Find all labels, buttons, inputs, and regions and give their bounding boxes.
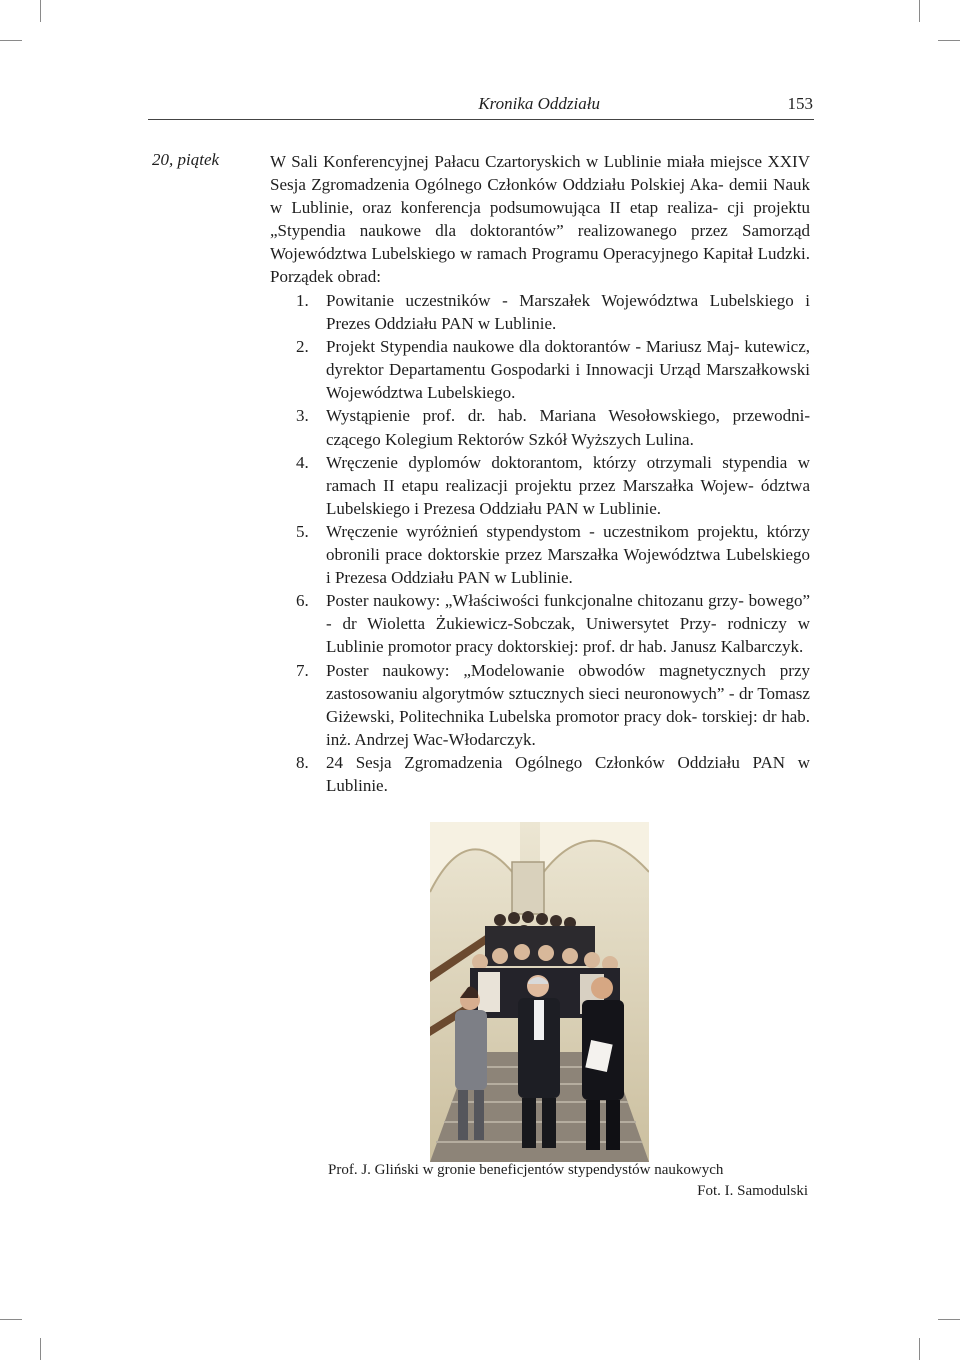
agenda-item <box>296 659 810 751</box>
crop-mark <box>0 1319 22 1320</box>
photo-credit: Fot. I. Samodulski <box>697 1183 808 1199</box>
agenda-item-number: 4. <box>296 452 309 472</box>
text-line: Wręczenie dyplomów doktorantom, którzy otrzymali stypendia <box>326 452 788 472</box>
crop-mark <box>40 0 41 22</box>
text-line: w Lublinie. <box>326 752 811 795</box>
text-line: Prezes Oddziału PAN w Lublinie. <box>326 314 557 334</box>
text-line: Samorząd Województwa Lubelskiego w ramach Programu Operacyjnego <box>270 221 811 264</box>
agenda-item <box>296 289 810 335</box>
text-line: ództwa Lubelskiego i Prezesa Oddziału PAN w Lublinie. <box>326 475 810 518</box>
crop-mark <box>938 40 960 41</box>
agenda-item <box>296 404 810 450</box>
text-line: Janusz Kalbarczyk. <box>671 637 804 657</box>
agenda-item-number: 8. <box>296 752 309 772</box>
agenda-item <box>296 520 810 589</box>
text-line: 24 Sesja Zgromadzenia Ogólnego Członków Oddziału PAN <box>326 752 786 772</box>
text-line: Wystąpienie prof. dr. hab. Mariana Wesołowskiego, przewodni- <box>326 406 810 426</box>
agenda-item-number: 2. <box>296 337 309 357</box>
crop-mark <box>0 40 22 41</box>
agenda-item <box>296 589 810 658</box>
crop-mark <box>40 1338 41 1360</box>
text-line: kutewicz, dyrektor Departamentu Gospodarki i Innowacji Urząd <box>326 337 811 380</box>
text-line: Lubelskiego i Prezesa Oddziału PAN w Lublinie. <box>326 545 810 588</box>
crop-mark <box>919 0 920 22</box>
agenda-item <box>296 451 810 520</box>
agenda-list <box>296 289 810 797</box>
crop-mark <box>919 1338 920 1360</box>
header-rule <box>148 119 814 120</box>
text-line: Powitanie uczestników - Marszałek Województwa Lubelskiego i <box>326 291 810 310</box>
agenda-item <box>296 335 810 404</box>
entry-date: 20, piątek <box>152 150 220 169</box>
agenda-item-number: 7. <box>296 660 309 680</box>
text-line: Poster naukowy: „Modelowanie obwodów magnetycznych przy <box>326 660 810 680</box>
text-line: którzy obronili prace doktorskie przez Marszałka Województwa <box>326 521 811 565</box>
text-line: czącego Kolegium Rektorów Szkół Wyższych Lulina. <box>326 429 694 449</box>
text-line: demii Nauk w Lublinie, oraz konferencja podsumowująca II etap realiza- <box>270 175 810 218</box>
text-line: XXIV Sesja Zgromadzenia Ogólnego Członków Oddziału Polskiej Aka- <box>270 152 810 195</box>
crop-mark <box>938 1319 960 1320</box>
text-line: Tomasz Giżewski, Politechnika Lubelska promotor pracy dok- <box>326 683 810 726</box>
text-line: rodniczy w Lublinie promotor pracy doktorskiej: prof. dr hab. <box>326 614 811 657</box>
text-line: bowego” - dr Wioletta Żukiewicz-Sobczak, Uniwersytet Przy- <box>326 591 810 634</box>
text-line: torskiej: dr hab. inż. Andrzej Wac-Włodarczyk. <box>326 706 811 749</box>
text-line: Projekt Stypendia naukowe dla doktorantów - Mariusz Maj- <box>326 337 740 357</box>
agenda-item-number: 1. <box>296 291 309 310</box>
text-line: Wręczenie wyróżnień stypendystom - uczestnikom projektu, <box>326 521 759 541</box>
agenda-item <box>296 751 810 797</box>
agenda-item-number: 3. <box>296 406 309 426</box>
text-line: Marszałkowski Województwa Lubelskiego. <box>326 360 810 403</box>
photo-caption: Prof. J. Gliński w gronie beneficjentów stypendystów naukowych <box>328 1162 724 1178</box>
agenda-item-number: 6. <box>296 591 309 611</box>
text-line: w ramach II etapu realizacji projektu przez Marszałka Wojew- <box>326 452 810 495</box>
text-line: Kapitał Ludzki. Porządek obrad: <box>270 244 810 287</box>
text-line: cji projektu „Stypendia naukowe dla doktorantów” realizowanego przez <box>270 198 811 241</box>
page-number: 153 <box>787 94 813 113</box>
intro-paragraph <box>270 150 810 289</box>
running-title: Kronika Oddziału <box>478 94 600 113</box>
text-line: W Sali Konferencyjnej Pałacu Czartoryskich w Lublinie miała miejsce <box>270 152 763 171</box>
text-line: Poster naukowy: „Właściwości funkcjonalne chitozanu grzy- <box>326 591 744 611</box>
group-photo <box>430 822 649 1162</box>
text-line: zastosowaniu algorytmów sztucznych sieci neuronowych” - dr <box>326 683 754 703</box>
group-photo-illustration <box>430 822 649 1162</box>
agenda-item-number: 5. <box>296 521 309 541</box>
